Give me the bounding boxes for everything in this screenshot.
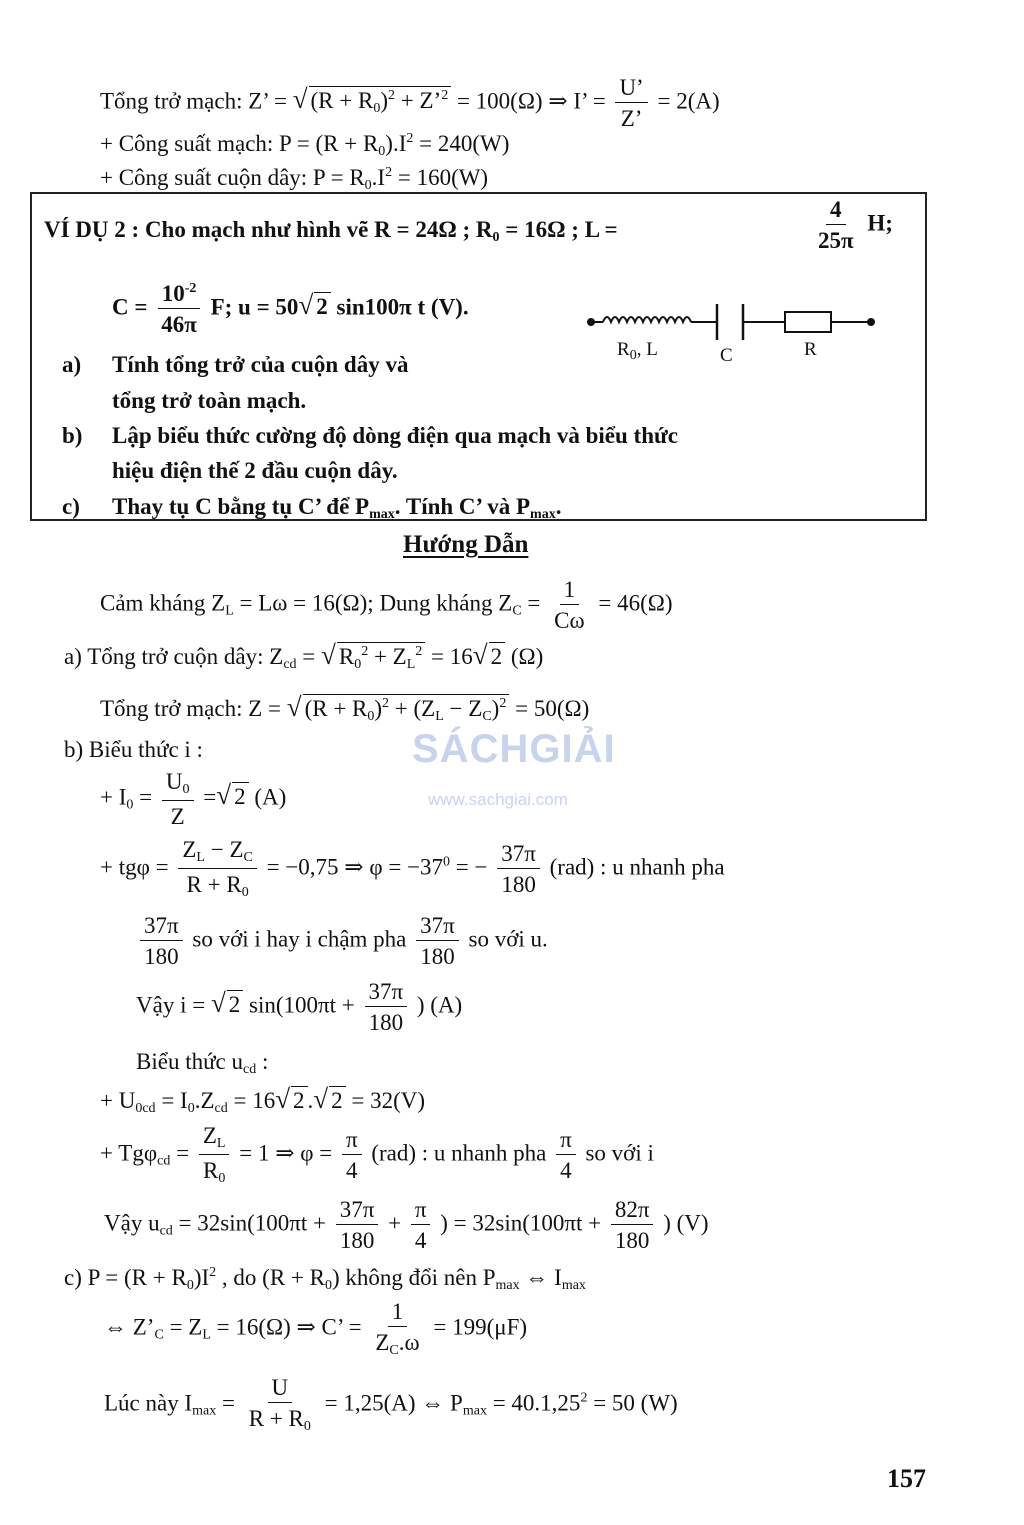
top-line-2: + Công suất mạch: $P = (R + R_0).I^2 = 240(W)$ xyxy=(100,131,510,159)
u0cd-line: + $U_{0cd} = I_0.Z_{cd} = 16$ √ 2 . √ 2 = 32(V) xyxy=(100,1084,426,1116)
part-b-heading: b) Biểu thức i : xyxy=(64,737,203,762)
watermark-url: www.sachgiai.com xyxy=(428,790,568,809)
item-b-text-2: hiệu điện thế 2 đầu cuộn dây. xyxy=(112,458,398,483)
item-a-text-2: tổng trở toàn mạch. xyxy=(112,388,307,413)
ucd-expression-line: Vậy $u_{cd} = 32\sin(100\pi t$ + $\frac{37\pi}{180}$ + $\frac{\pi}{4}$ ) = 32sin(100πt + $\frac{82\pi}{180}$ ) (V) xyxy=(104,1197,709,1253)
coil-impedance-line: a) Tổng trở cuộn dây: $Z_{cd}$ = √ $R_0^2 + Z_L^2$ = 16 √ 2 (Ω) xyxy=(64,640,544,672)
watermark-brand: SÁCHGIẢI xyxy=(412,727,616,771)
item-c-text: Thay tụ C bằng tụ C’ để $P_{max}$. Tính C’ và $P_{max}$. xyxy=(112,494,562,522)
part-c-line-3: Lúc này $I_{max}$ = $\frac{U}{R + R_0}$ = 1,25(A) ⇔ $P_{max} = 40.1,25^2 = 50$ (W) xyxy=(104,1375,678,1434)
page-number: 157 xyxy=(887,1464,926,1493)
terminal-right xyxy=(867,318,875,326)
top-line-1: Tổng trở mạch: Z’ = √ $(R + R_0)^2$ + Z’$^2$ = 100(Ω) ⇒ I’ = $\frac{U’}{Z’}$ = 2(A) xyxy=(100,75,720,131)
item-a-text-1: Tính tổng trở của cuộn dây và xyxy=(112,352,409,377)
item-b-mark: b) xyxy=(62,423,83,448)
inductor-coil xyxy=(603,317,691,322)
capacitance-line: C = $\frac{10^{-2}}{46\pi}$ F; u = 50 √ 2 sin100π t (V). xyxy=(112,281,469,337)
phase-relation-line: $\frac{37\pi}{180}$ so với i hay i chậm pha $\frac{37\pi}{180}$ so với u. xyxy=(136,914,548,968)
part-c-line-1: c) $P = (R + R_0)I^2$ , do $(R + R_0)$ không đổi nên $P_{max}$ ⇔ $I_{max}$ xyxy=(64,1265,586,1293)
tan-phi-line: + tgφ = $\frac{Z_L - Z_C}{R + R_0}$ = −0,75 ⇒ $\varphi = -37^0$ = − $\frac{37\pi}{180}$ (rad) : u nhanh pha xyxy=(100,837,725,900)
coil-label: $R_0$, L xyxy=(617,339,658,363)
resistor xyxy=(785,312,831,332)
reactance-line: Cảm kháng $Z_L = L\omega = 16(\Omega)$; Dung kháng $Z_C$ = $\frac{1}{C\omega}$ = 46(Ω) xyxy=(100,577,673,633)
circuit-impedance-line: Tổng trở mạch: Z = √ $(R + R_0)^2 + (Z_L - Z_C)^2$ = 50(Ω) xyxy=(100,692,590,724)
top-line-3: + Công suất cuộn dây: $P = R_0.I^2 = 160(W)$ xyxy=(100,165,489,193)
item-b-text-1: Lập biểu thức cường độ dòng điện qua mạch và biểu thức xyxy=(112,423,679,448)
i0-line: + $I_0$ = $\frac{U_0}{Z}$ = √ 2 (A) xyxy=(100,769,287,829)
inductance-fraction: $\frac{4}{25\pi}$ H; xyxy=(818,197,893,253)
tan-phi-cd-line: + Tgφ$_{cd}$ = $\frac{Z_L}{R_0}$ = 1 ⇒ φ = $\frac{\pi}{4}$ (rad) : u nhanh pha $\frac{\pi}{4}$ so với i xyxy=(100,1123,654,1186)
sqrt-total-impedance: √ $(R + R_0)^2$ + Z’$^2$ xyxy=(293,86,452,117)
item-c-mark: c) xyxy=(62,494,80,519)
solution-title: Hướng Dẫn xyxy=(403,531,529,558)
example-heading: VÍ DỤ 2 : Cho mạch như hình vẽ R = 24Ω ; $R_0 = 16\Omega$ ; L = xyxy=(44,217,618,245)
resistor-label: R xyxy=(804,339,817,360)
item-a-mark: a) xyxy=(62,352,82,377)
ucd-heading: Biểu thức $u_{cd}$ : xyxy=(136,1049,269,1077)
part-c-line-2: ⇔ $Z’_C = Z_L = 16(\Omega)$ ⇒ C’ = $\frac{1}{Z_C.\omega}$ = 199(μF) xyxy=(104,1299,528,1358)
current-expression-line: Vậy i = √ 2 sin(100πt + $\frac{37\pi}{180}$ ) (A) xyxy=(136,979,463,1035)
capacitor-label: C xyxy=(720,345,733,366)
